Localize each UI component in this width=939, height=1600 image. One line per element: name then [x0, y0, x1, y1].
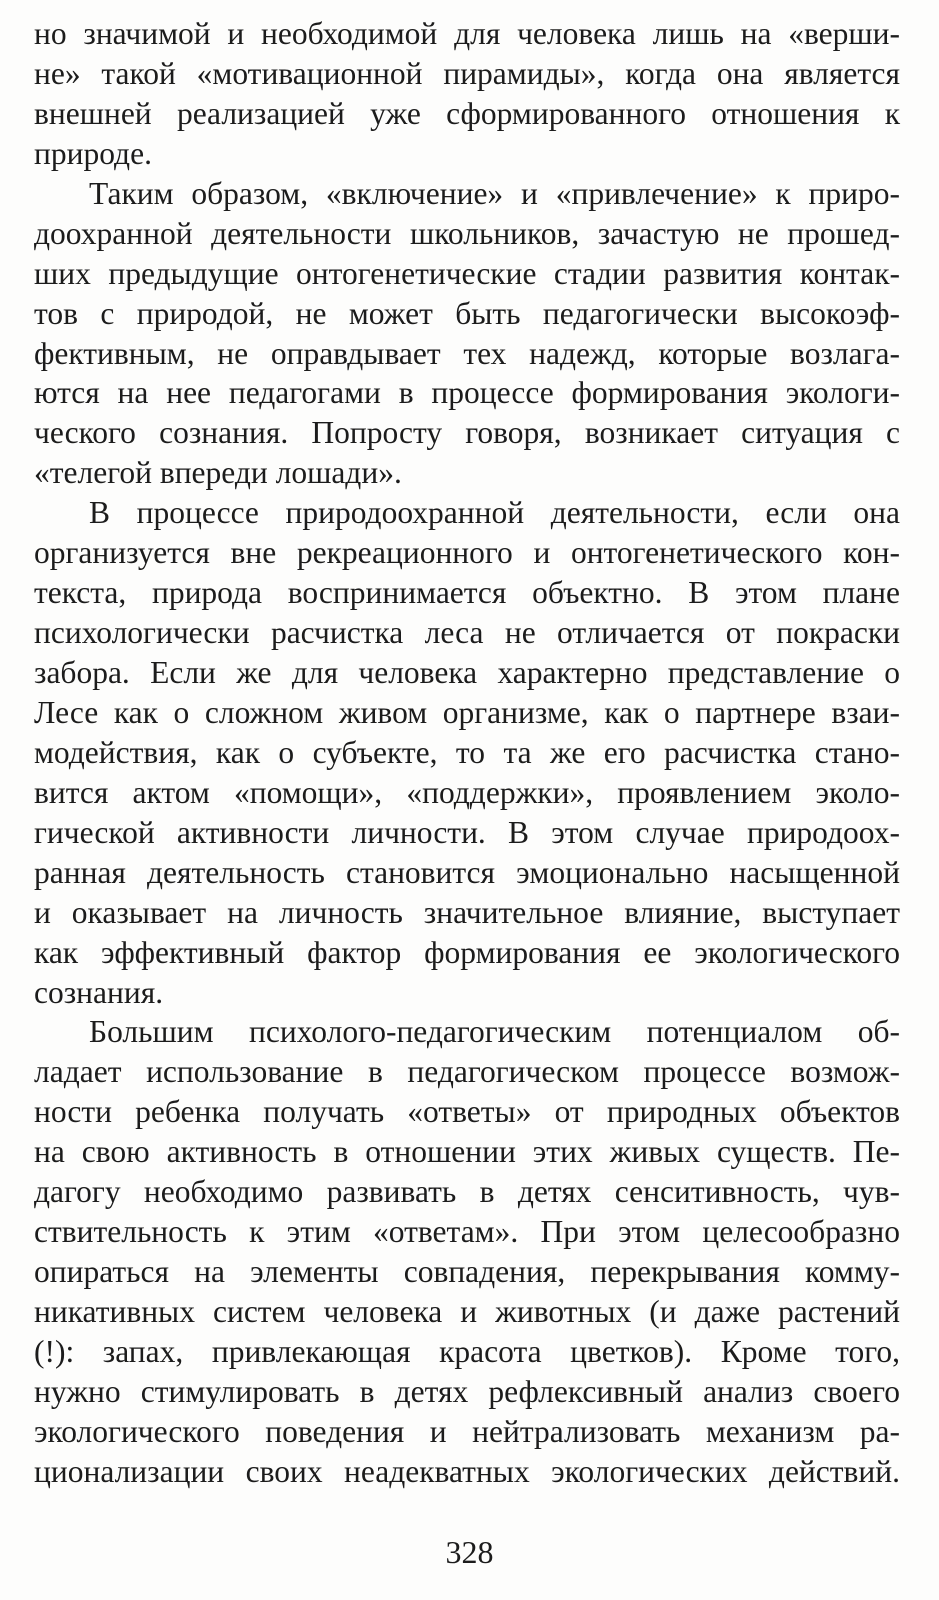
text-line: гической активности личности. В этом случае природоох- — [34, 814, 900, 850]
text-line: опираться на элементы совпадения, перекрывания комму- — [34, 1254, 900, 1290]
paragraph-3 — [34, 493, 900, 1012]
text-line: текста, природа воспринимается объектно. В этом плане — [34, 575, 900, 611]
text-line: ются на нее педагогами в процессе формирования экологи- — [34, 375, 900, 411]
text-line: и оказывает на личность значительное влияние, выступает — [34, 894, 900, 930]
text-line: тов с природой, не может быть педагогически высокоэф- — [34, 295, 900, 331]
text-line: психологически расчистка леса не отличается от покраски — [34, 615, 900, 651]
text-line: фективным, не оправдывает тех надежд, которые возлага- — [34, 335, 900, 371]
text-line: но значимой и необходимой для человека лишь на «верши- — [34, 16, 900, 51]
page-number: 328 — [445, 1534, 494, 1570]
text-line: модействия, как о субъекте, то та же его расчистка стано- — [34, 734, 900, 770]
text-line: организуется вне рекреационного и онтогенетического кон- — [34, 535, 900, 571]
paragraph-2 — [34, 174, 900, 494]
text-line: «телегой впереди лошади». — [34, 455, 402, 491]
text-line: не» такой «мотивационной пирамиды», когда она является — [34, 55, 900, 91]
text-line: ческого сознания. Попросту говоря, возникает ситуация с — [34, 415, 900, 451]
text-line: ности ребенка получать «ответы» от природных объектов — [34, 1094, 900, 1130]
text-line: на свою активность в отношении этих живых существ. Пе- — [34, 1134, 900, 1170]
text-line: никативных систем человека и животных (и даже растений — [34, 1294, 900, 1329]
text-line: доохранной деятельности школьников, зачастую не прошед- — [34, 215, 900, 251]
text-line: (!): запах, привлекающая красота цветков). Кроме того, — [34, 1333, 900, 1369]
text-line: вится актом «помощи», «поддержки», проявлением эколо- — [34, 774, 900, 810]
text-line: ствительность к этим «ответам». При этом целесообразно — [34, 1214, 900, 1250]
text-line: Лесе как о сложном живом организме, как о партнере взаи- — [34, 694, 900, 730]
text-line: внешней реализацией уже сформированного отношения к — [34, 95, 900, 131]
paragraph-4 — [34, 1012, 900, 1491]
paragraph-1 — [34, 14, 900, 174]
body-text — [34, 14, 900, 1492]
text-line: ранная деятельность становится эмоционально насыщенной — [34, 854, 900, 890]
text-line: как эффективный фактор формирования ее экологического — [34, 934, 900, 970]
text-line: ционализации своих неадекватных экологических действий. — [34, 1453, 900, 1489]
text-line: экологического поведения и нейтрализовать механизм ра- — [34, 1413, 900, 1449]
text-line: ших предыдущие онтогенетические стадии развития контак- — [34, 255, 900, 291]
text-line: ладает использование в педагогическом процессе возмож- — [34, 1054, 900, 1090]
text-line: В процессе природоохранной деятельности, если она — [89, 495, 900, 531]
text-line: дагогу необходимо развивать в детях сенситивность, чув- — [34, 1174, 900, 1210]
text-line: природе. — [34, 135, 152, 171]
text-line: нужно стимулировать в детях рефлексивный анализ своего — [34, 1373, 900, 1409]
text-line: Большим психолого-педагогическим потенциалом об- — [89, 1014, 900, 1050]
text-line: забора. Если же для человека характерно представление о — [34, 655, 900, 690]
text-line: сознания. — [34, 974, 164, 1010]
text-line: Таким образом, «включение» и «привлечение» к приро- — [89, 175, 900, 211]
